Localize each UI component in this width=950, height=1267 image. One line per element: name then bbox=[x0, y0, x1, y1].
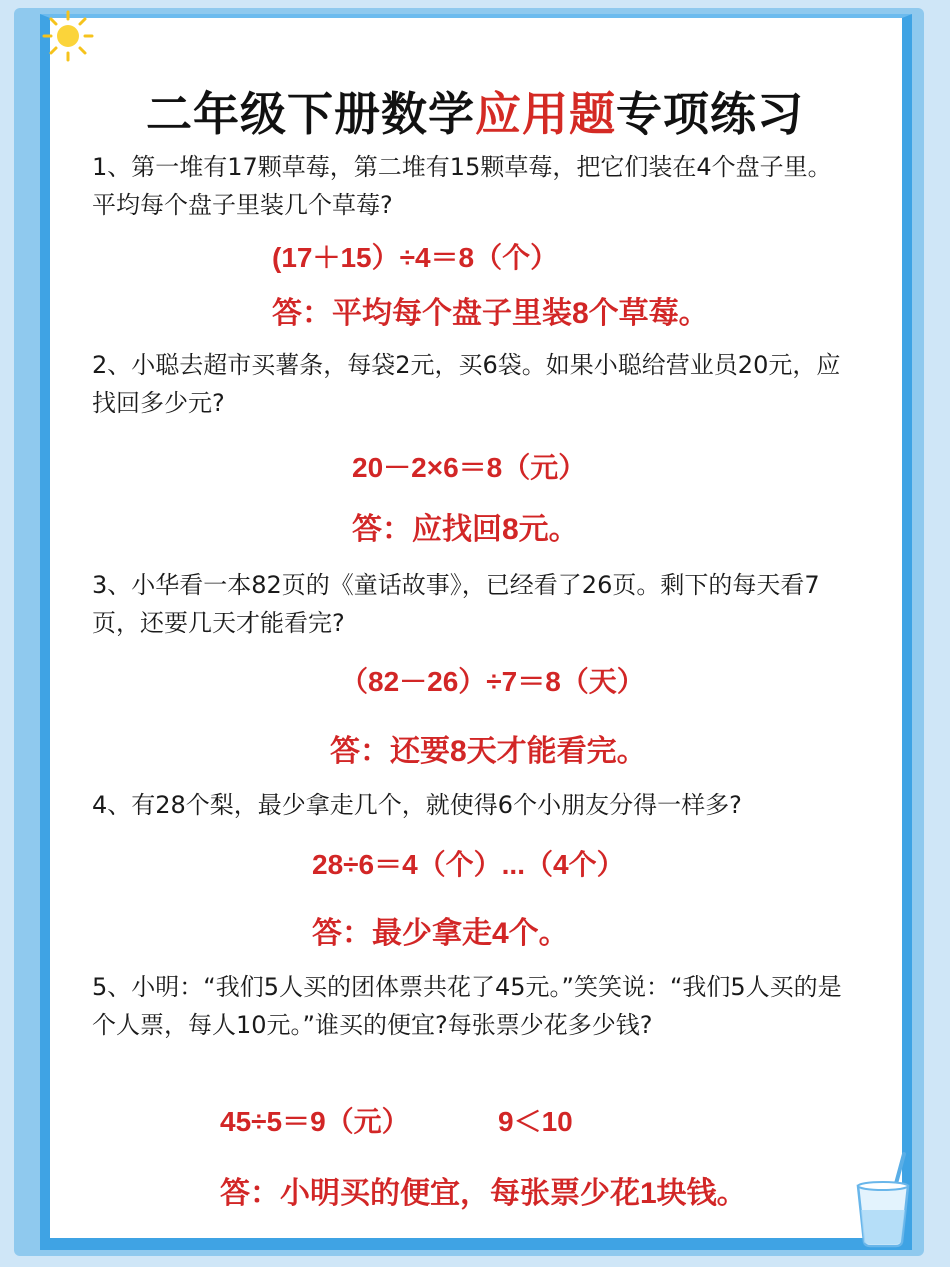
problem-2-answer: 答：应找回8元。 bbox=[352, 513, 579, 546]
title-part2: 专项练习 bbox=[616, 87, 804, 141]
sun-icon bbox=[40, 8, 96, 64]
problem-1-answer: 答：平均每个盘子里装8个草莓。 bbox=[272, 297, 709, 330]
problem-5-answer: 答：小明买的便宜，每张票少花1块钱。 bbox=[220, 1177, 747, 1210]
problem-5-comparison: 9＜10 bbox=[498, 1106, 573, 1137]
problem-1-equation: (17＋15）÷4＝8（个） bbox=[272, 242, 559, 273]
problem-2-equation: 20－2×6＝8（元） bbox=[352, 452, 587, 483]
title-part1: 二年级下册数学 bbox=[146, 87, 475, 141]
problem-4-answer: 答：最少拿走4个。 bbox=[312, 917, 569, 950]
problem-1-question: 1、第一堆有17颗草莓，第二堆有15颗草莓，把它们装在4个盘子里。平均每个盘子里装几个草莓? bbox=[92, 153, 832, 219]
page-title bbox=[0, 78, 950, 144]
problem-4-question: 4、有28个梨，最少拿走几个，就使得6个小朋友分得一样多? bbox=[92, 791, 742, 819]
problem-3-equation: （82－26）÷7＝8（天） bbox=[340, 666, 645, 697]
problem-3-question: 3、小华看一本82页的《童话故事》，已经看了26页。剩下的每天看7页，还要几天才能看完? bbox=[92, 571, 820, 637]
problem-5-equation: 45÷5＝9（元） bbox=[220, 1106, 410, 1137]
problem-5-question: 5、小明：“我们5人买的团体票共花了45元。”笑笑说：“我们5人买的是个人票，每人10元。”谁买的便宜?每张票少花多少钱? bbox=[92, 973, 842, 1039]
problem-2-question: 2、小聪去超市买薯条，每袋2元，买6袋。如果小聪给营业员20元，应找回多少元? bbox=[92, 351, 841, 417]
water-glass-icon bbox=[850, 1150, 914, 1250]
problem-3-answer: 答：还要8天才能看完。 bbox=[330, 735, 647, 768]
title-highlight: 应用题 bbox=[475, 87, 616, 141]
problem-4-equation: 28÷6＝4（个）...（4个） bbox=[312, 849, 625, 880]
